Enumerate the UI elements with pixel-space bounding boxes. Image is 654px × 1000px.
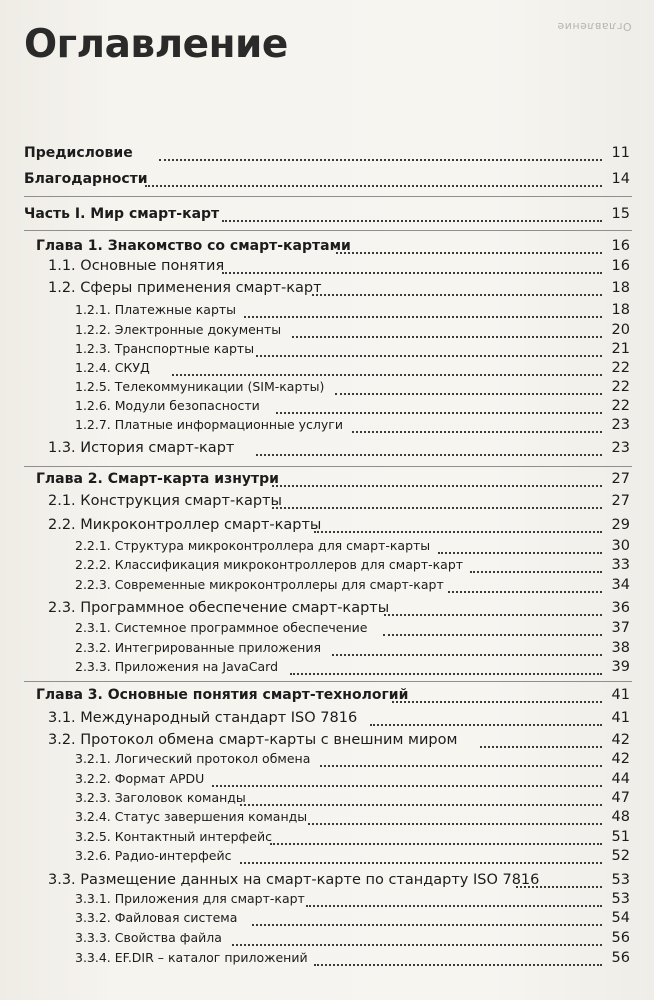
toc-leader-dots (312, 294, 602, 296)
toc-page-number: 53 (611, 872, 630, 888)
toc-entry-title: 3.2.6. Радио-интерфейс (75, 848, 232, 863)
toc-page-number: 16 (611, 238, 630, 254)
toc-entry-title: 3.1. Международный стандарт ISO 7816 (48, 710, 358, 726)
toc-entry-title: 2.2.2. Классификация микроконтроллеров для смарт-карт (75, 557, 464, 572)
toc-page-number: 21 (611, 341, 630, 357)
toc-entry-section[interactable] (0, 872, 654, 892)
toc-entry-subsection[interactable] (0, 417, 654, 437)
toc-page-number: 22 (611, 379, 630, 395)
toc-entry-subsection[interactable] (0, 341, 654, 361)
toc-page-number: 34 (611, 577, 630, 593)
toc-entry-chapter[interactable] (0, 687, 654, 707)
toc-page-number: 37 (611, 620, 630, 636)
toc-entry-title: 1.2.2. Электронные документы (75, 322, 282, 337)
toc-page-number: 44 (611, 771, 630, 787)
toc-entry-title: 2.2.1. Структура микроконтроллера для смарт-карты (75, 538, 431, 553)
toc-entry-section[interactable] (0, 258, 654, 278)
toc-leader-dots (240, 862, 602, 864)
toc-entry-section[interactable] (0, 517, 654, 537)
toc-entry-title: 3.2.3. Заголовок команды (75, 790, 246, 805)
toc-leader-dots (240, 804, 602, 806)
toc-page-number: 41 (611, 710, 630, 726)
toc-leader-dots (272, 507, 602, 509)
toc-entry-title: 1.1. Основные понятия (48, 258, 225, 274)
toc-entry-subsection[interactable] (0, 577, 654, 597)
toc-page-number: 29 (611, 517, 630, 533)
toc-page-number: 42 (611, 751, 630, 767)
toc-entry-subsection[interactable] (0, 891, 654, 911)
toc-entry-title: 1.2.3. Транспортные карты (75, 341, 255, 356)
toc-page-number: 11 (611, 145, 630, 161)
toc-entry-subsection[interactable] (0, 557, 654, 577)
toc-entry-title: 2.3.3. Приложения на JavaCard (75, 659, 279, 674)
toc-entry-subsection[interactable] (0, 930, 654, 950)
toc-entry-title: 2.3.1. Системное программное обеспечение (75, 620, 368, 635)
toc-entry-title: 3.2.4. Статус завершения команды (75, 809, 308, 824)
toc-entry-title: 3.3.4. EF.DIR – каталог приложений (75, 950, 308, 965)
section-divider (24, 196, 632, 197)
toc-entry-title: Предисловие (24, 145, 133, 161)
toc-entry-title: 2.2. Микроконтроллер смарт-карты (48, 517, 322, 533)
toc-leader-dots (352, 431, 602, 433)
toc-entry-title: 2.1. Конструкция смарт-карты (48, 493, 282, 509)
toc-entry-title: 3.2. Протокол обмена смарт-карты с внешним миром (48, 732, 458, 748)
toc-leader-dots (252, 924, 602, 926)
toc-entry-section[interactable] (0, 732, 654, 752)
toc-entry-subsection[interactable] (0, 640, 654, 660)
toc-leader-dots (159, 159, 602, 161)
toc-leader-dots (335, 393, 602, 395)
toc-page-number: 56 (611, 950, 630, 966)
toc-page-number: 30 (611, 538, 630, 554)
toc-entry-subsection[interactable] (0, 848, 654, 868)
toc-leader-dots (145, 185, 602, 187)
section-divider (24, 230, 632, 231)
toc-entry-subsection[interactable] (0, 538, 654, 558)
toc-page-number: 48 (611, 809, 630, 825)
toc-page-number: 27 (611, 493, 630, 509)
toc-leader-dots (272, 485, 602, 487)
toc-entry-section[interactable] (0, 493, 654, 513)
toc-page-number: 51 (611, 829, 630, 845)
toc-page-number: 54 (611, 910, 630, 926)
toc-entry-title: 3.3. Размещение данных на смарт-карте по стандарту ISO 7816 (48, 872, 540, 888)
toc-page-number: 33 (611, 557, 630, 573)
toc-entry-title: 3.2.5. Контактный интерфейс (75, 829, 272, 844)
toc-page-number: 52 (611, 848, 630, 864)
toc-leader-dots (222, 272, 602, 274)
toc-page-number: 23 (611, 417, 630, 433)
toc-entry-title: 3.3.2. Файловая система (75, 910, 238, 925)
toc-page-number: 42 (611, 732, 630, 748)
toc-entry-subsection[interactable] (0, 659, 654, 679)
toc-entry-subsection[interactable] (0, 379, 654, 399)
toc-leader-dots (314, 964, 602, 966)
toc-entry-subsection[interactable] (0, 360, 654, 380)
toc-entry-subsection[interactable] (0, 910, 654, 930)
toc-entry-chapter[interactable] (0, 238, 654, 258)
toc-leader-dots (384, 614, 602, 616)
toc-page-number: 22 (611, 398, 630, 414)
toc-page-number: 27 (611, 471, 630, 487)
toc-page-number: 20 (611, 322, 630, 338)
toc-leader-dots (256, 454, 602, 456)
toc-entry-title: Глава 3. Основные понятия смарт-технологий (36, 687, 409, 703)
toc-entry-title: 1.2. Сферы применения смарт-карт (48, 280, 322, 296)
toc-entry-part[interactable] (0, 206, 654, 226)
toc-leader-dots (212, 785, 602, 787)
toc-entry-title: 3.2.1. Логический протокол обмена (75, 751, 311, 766)
toc-page-number: 47 (611, 790, 630, 806)
toc-entry-acknowledgements[interactable] (0, 171, 654, 191)
toc-page-number: 53 (611, 891, 630, 907)
toc-page-number: 56 (611, 930, 630, 946)
toc-entry-section[interactable] (0, 280, 654, 300)
toc-leader-dots (383, 634, 602, 636)
toc-entry-title: 1.2.6. Модули безопасности (75, 398, 260, 413)
toc-leader-dots (516, 886, 602, 888)
toc-entry-preface[interactable] (0, 145, 654, 165)
toc-entry-subsection[interactable] (0, 771, 654, 791)
toc-page-number: 39 (611, 659, 630, 675)
toc-leader-dots (336, 252, 602, 254)
toc-leader-dots (470, 571, 602, 573)
toc-entry-title: Глава 1. Знакомство со смарт-картами (36, 238, 351, 254)
toc-page-number: 41 (611, 687, 630, 703)
toc-leader-dots (292, 336, 602, 338)
toc-leader-dots (290, 673, 602, 675)
toc-leader-dots (172, 374, 602, 376)
toc-leader-dots (320, 765, 602, 767)
toc-page-number: 15 (611, 206, 630, 222)
toc-entry-subsection[interactable] (0, 950, 654, 970)
toc-entry-subsection[interactable] (0, 751, 654, 771)
toc-page-number: 18 (611, 280, 630, 296)
toc-entry-title: 3.3.3. Свойства файла (75, 930, 222, 945)
toc-leader-dots (332, 654, 602, 656)
toc-entry-section[interactable] (0, 710, 654, 730)
toc-entry-title: Благодарности (24, 171, 148, 187)
toc-page-number: 14 (611, 171, 630, 187)
section-divider (24, 681, 632, 682)
toc-leader-dots (314, 531, 602, 533)
toc-entry-subsection[interactable] (0, 302, 654, 322)
running-header: Оглавление (557, 20, 632, 33)
toc-leader-dots (276, 412, 602, 414)
toc-leader-dots (480, 746, 602, 748)
toc-page-number: 38 (611, 640, 630, 656)
section-divider (24, 466, 632, 467)
toc-leader-dots (392, 701, 602, 703)
toc-leader-dots (370, 724, 602, 726)
toc-page-number: 36 (611, 600, 630, 616)
toc-entry-chapter[interactable] (0, 471, 654, 491)
toc-entry-title: 2.2.3. Современные микроконтроллеры для смарт-карт (75, 577, 444, 592)
toc-entry-subsection[interactable] (0, 790, 654, 810)
toc-entry-title: 1.3. История смарт-карт (48, 440, 235, 456)
toc-leader-dots (270, 843, 602, 845)
toc-leader-dots (222, 220, 602, 222)
toc-entry-title: 3.3.1. Приложения для смарт-карт (75, 891, 305, 906)
toc-page-number: 22 (611, 360, 630, 376)
toc-entry-title: 3.2.2. Формат APDU (75, 771, 205, 786)
toc-entry-title: Часть I. Мир смарт-карт (24, 206, 220, 222)
toc-entry-title: 2.3. Программное обеспечение смарт-карты (48, 600, 390, 616)
toc-page-number: 18 (611, 302, 630, 318)
toc-entry-section[interactable] (0, 600, 654, 620)
toc-entry-subsection[interactable] (0, 829, 654, 849)
toc-entry-title: 1.2.5. Телекоммуникации (SIM-карты) (75, 379, 325, 394)
toc-leader-dots (448, 591, 602, 593)
toc-entry-subsection[interactable] (0, 398, 654, 418)
toc-entry-title: 1.2.4. СКУД (75, 360, 150, 375)
toc-entry-title: Глава 2. Смарт-карта изнутри (36, 471, 279, 487)
toc-entry-title: 1.2.7. Платные информационные услуги (75, 417, 343, 432)
toc-leader-dots (256, 355, 602, 357)
toc-leader-dots (232, 944, 602, 946)
toc-entry-subsection[interactable] (0, 809, 654, 829)
toc-page-number: 16 (611, 258, 630, 274)
toc-leader-dots (438, 552, 602, 554)
toc-entry-title: 2.3.2. Интегрированные приложения (75, 640, 321, 655)
toc-entry-title: 1.2.1. Платежные карты (75, 302, 237, 317)
page-title: Оглавление (24, 22, 288, 67)
toc-leader-dots (244, 316, 602, 318)
toc-entry-subsection[interactable] (0, 620, 654, 640)
toc-leader-dots (306, 905, 602, 907)
toc-page-number: 23 (611, 440, 630, 456)
toc-entry-subsection[interactable] (0, 322, 654, 342)
toc-entry-section[interactable] (0, 440, 654, 460)
toc-leader-dots (308, 823, 602, 825)
